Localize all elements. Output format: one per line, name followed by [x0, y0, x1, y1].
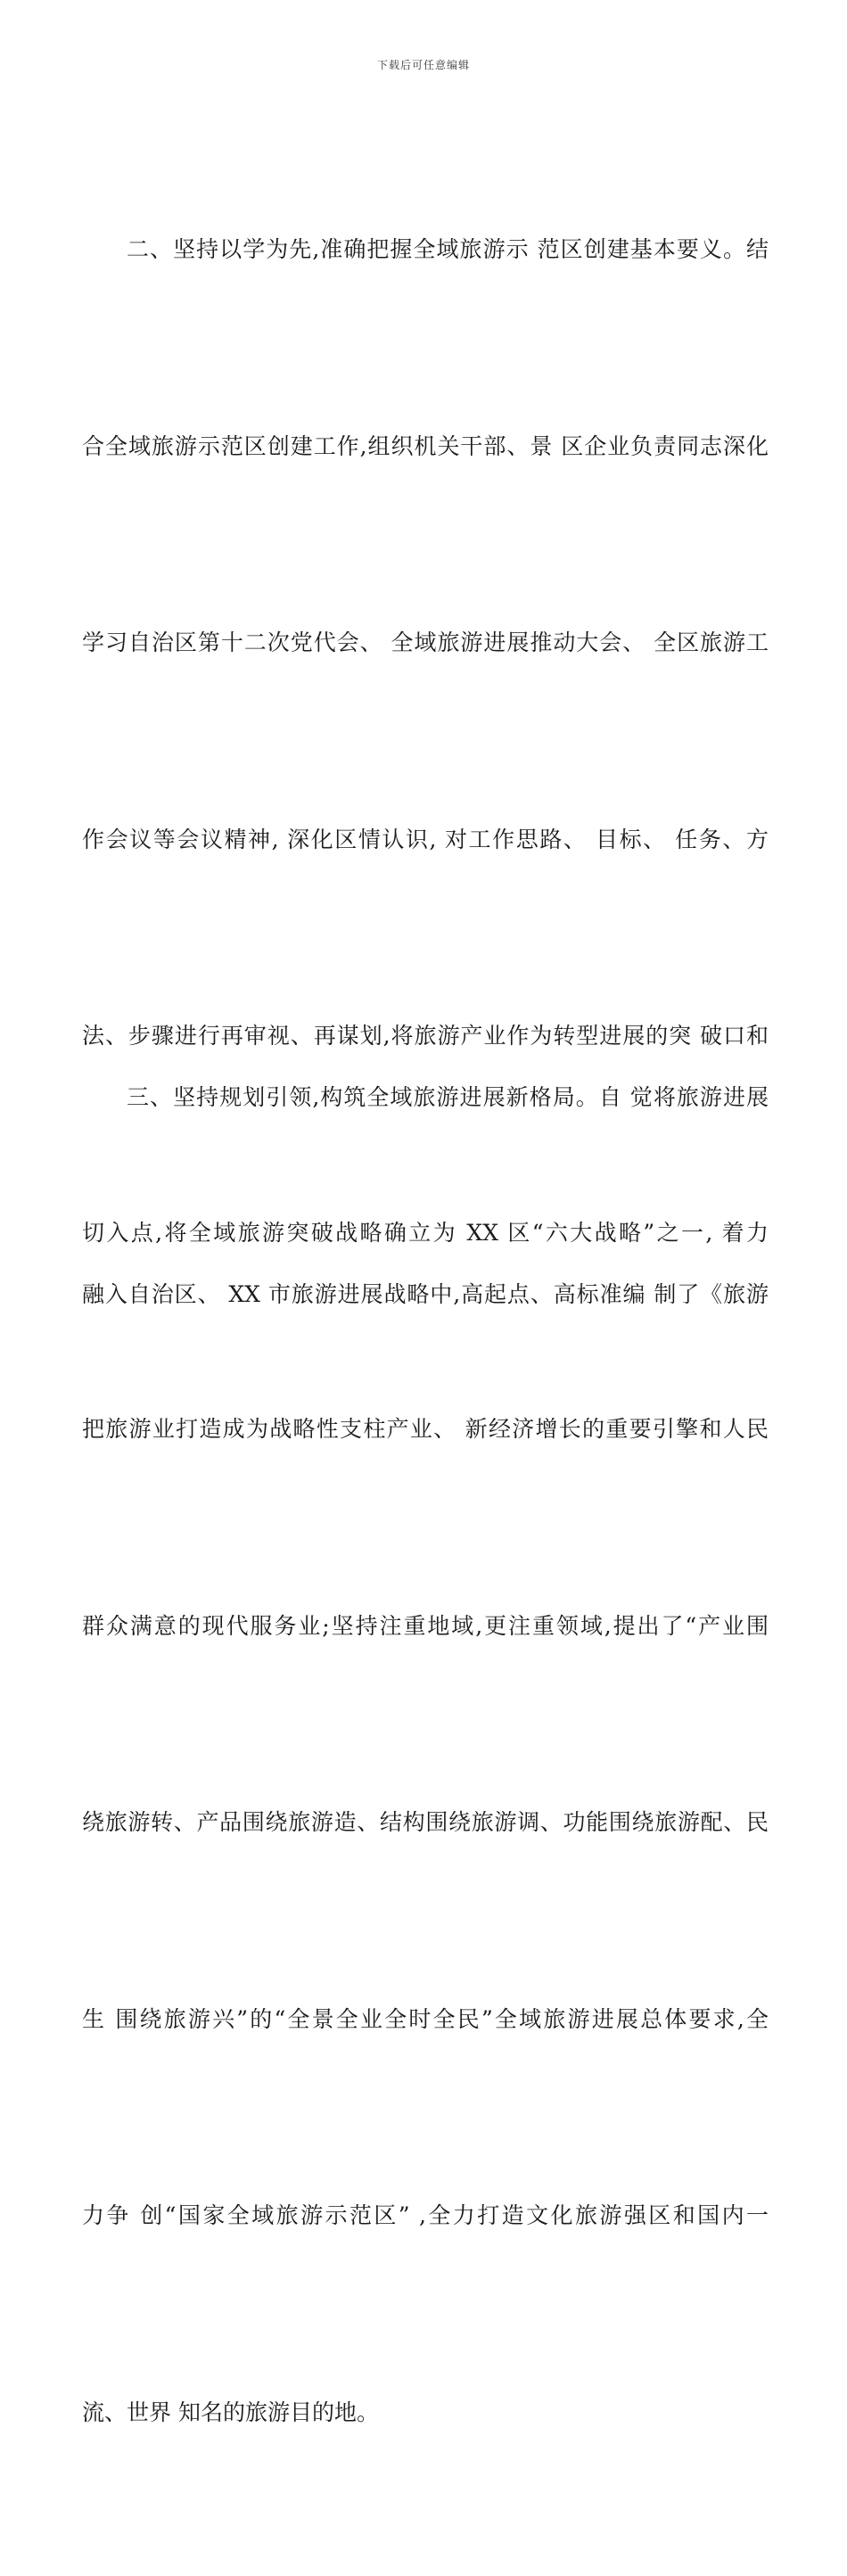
paragraph-line: 二、坚持以学为先,准确把握全域旅游示 范区创建基本要义。结 [127, 236, 769, 262]
paragraph-line: 生 围绕旅游兴”的“全景全业全时全民”全域旅游进展总体要求,全 [82, 2005, 769, 2032]
paragraph-line: 作会议等会议精神, 深化区情认识, 对工作思路、 目标、 任务、方 [82, 826, 769, 852]
page-header: 下载后可任意编辑 [376, 59, 470, 71]
paragraph-line: 流、世界 知名的旅游目的地。 [82, 2399, 379, 2425]
paragraph-line: 切入点,将全域旅游突破战略确立为 XX 区“六大战略”之一, 着力 [82, 1219, 769, 1246]
paragraph-line: 把旅游业打造成为战略性支柱产业、 新经济增长的重要引擎和人民 [82, 1416, 769, 1442]
paragraph-line: 三、坚持规划引领,构筑全域旅游进展新格局。自 觉将旅游进展 [127, 1084, 769, 1110]
paragraph-line: 合全域旅游示范区创建工作,组织机关干部、景 区企业负责同志深化 [82, 432, 769, 459]
paragraph-line: 群众满意的现代服务业;坚持注重地域,更注重领域,提出了“产业围 [82, 1612, 769, 1639]
paragraph-line: 学习自治区第十二次党代会、 全域旅游进展推动大会、 全区旅游工 [82, 630, 769, 655]
paragraph-line: 绕旅游转、产品围绕旅游造、结构围绕旅游调、功能围绕旅游配、民 [82, 1809, 769, 1835]
paragraph-line: 融入自治区、 XX 市旅游进展战略中,高起点、高标准编 制了《旅游 [82, 1280, 769, 1307]
paragraph-section-3 [82, 934, 769, 1458]
paragraph-line: 法、步骤进行再审视、再谋划,将旅游产业作为转型进展的突 破口和 [82, 1023, 769, 1049]
paragraph-line: 力争 创“国家全域旅游示范区” ,全力打造文化旅游强区和国内一 [82, 2202, 769, 2228]
